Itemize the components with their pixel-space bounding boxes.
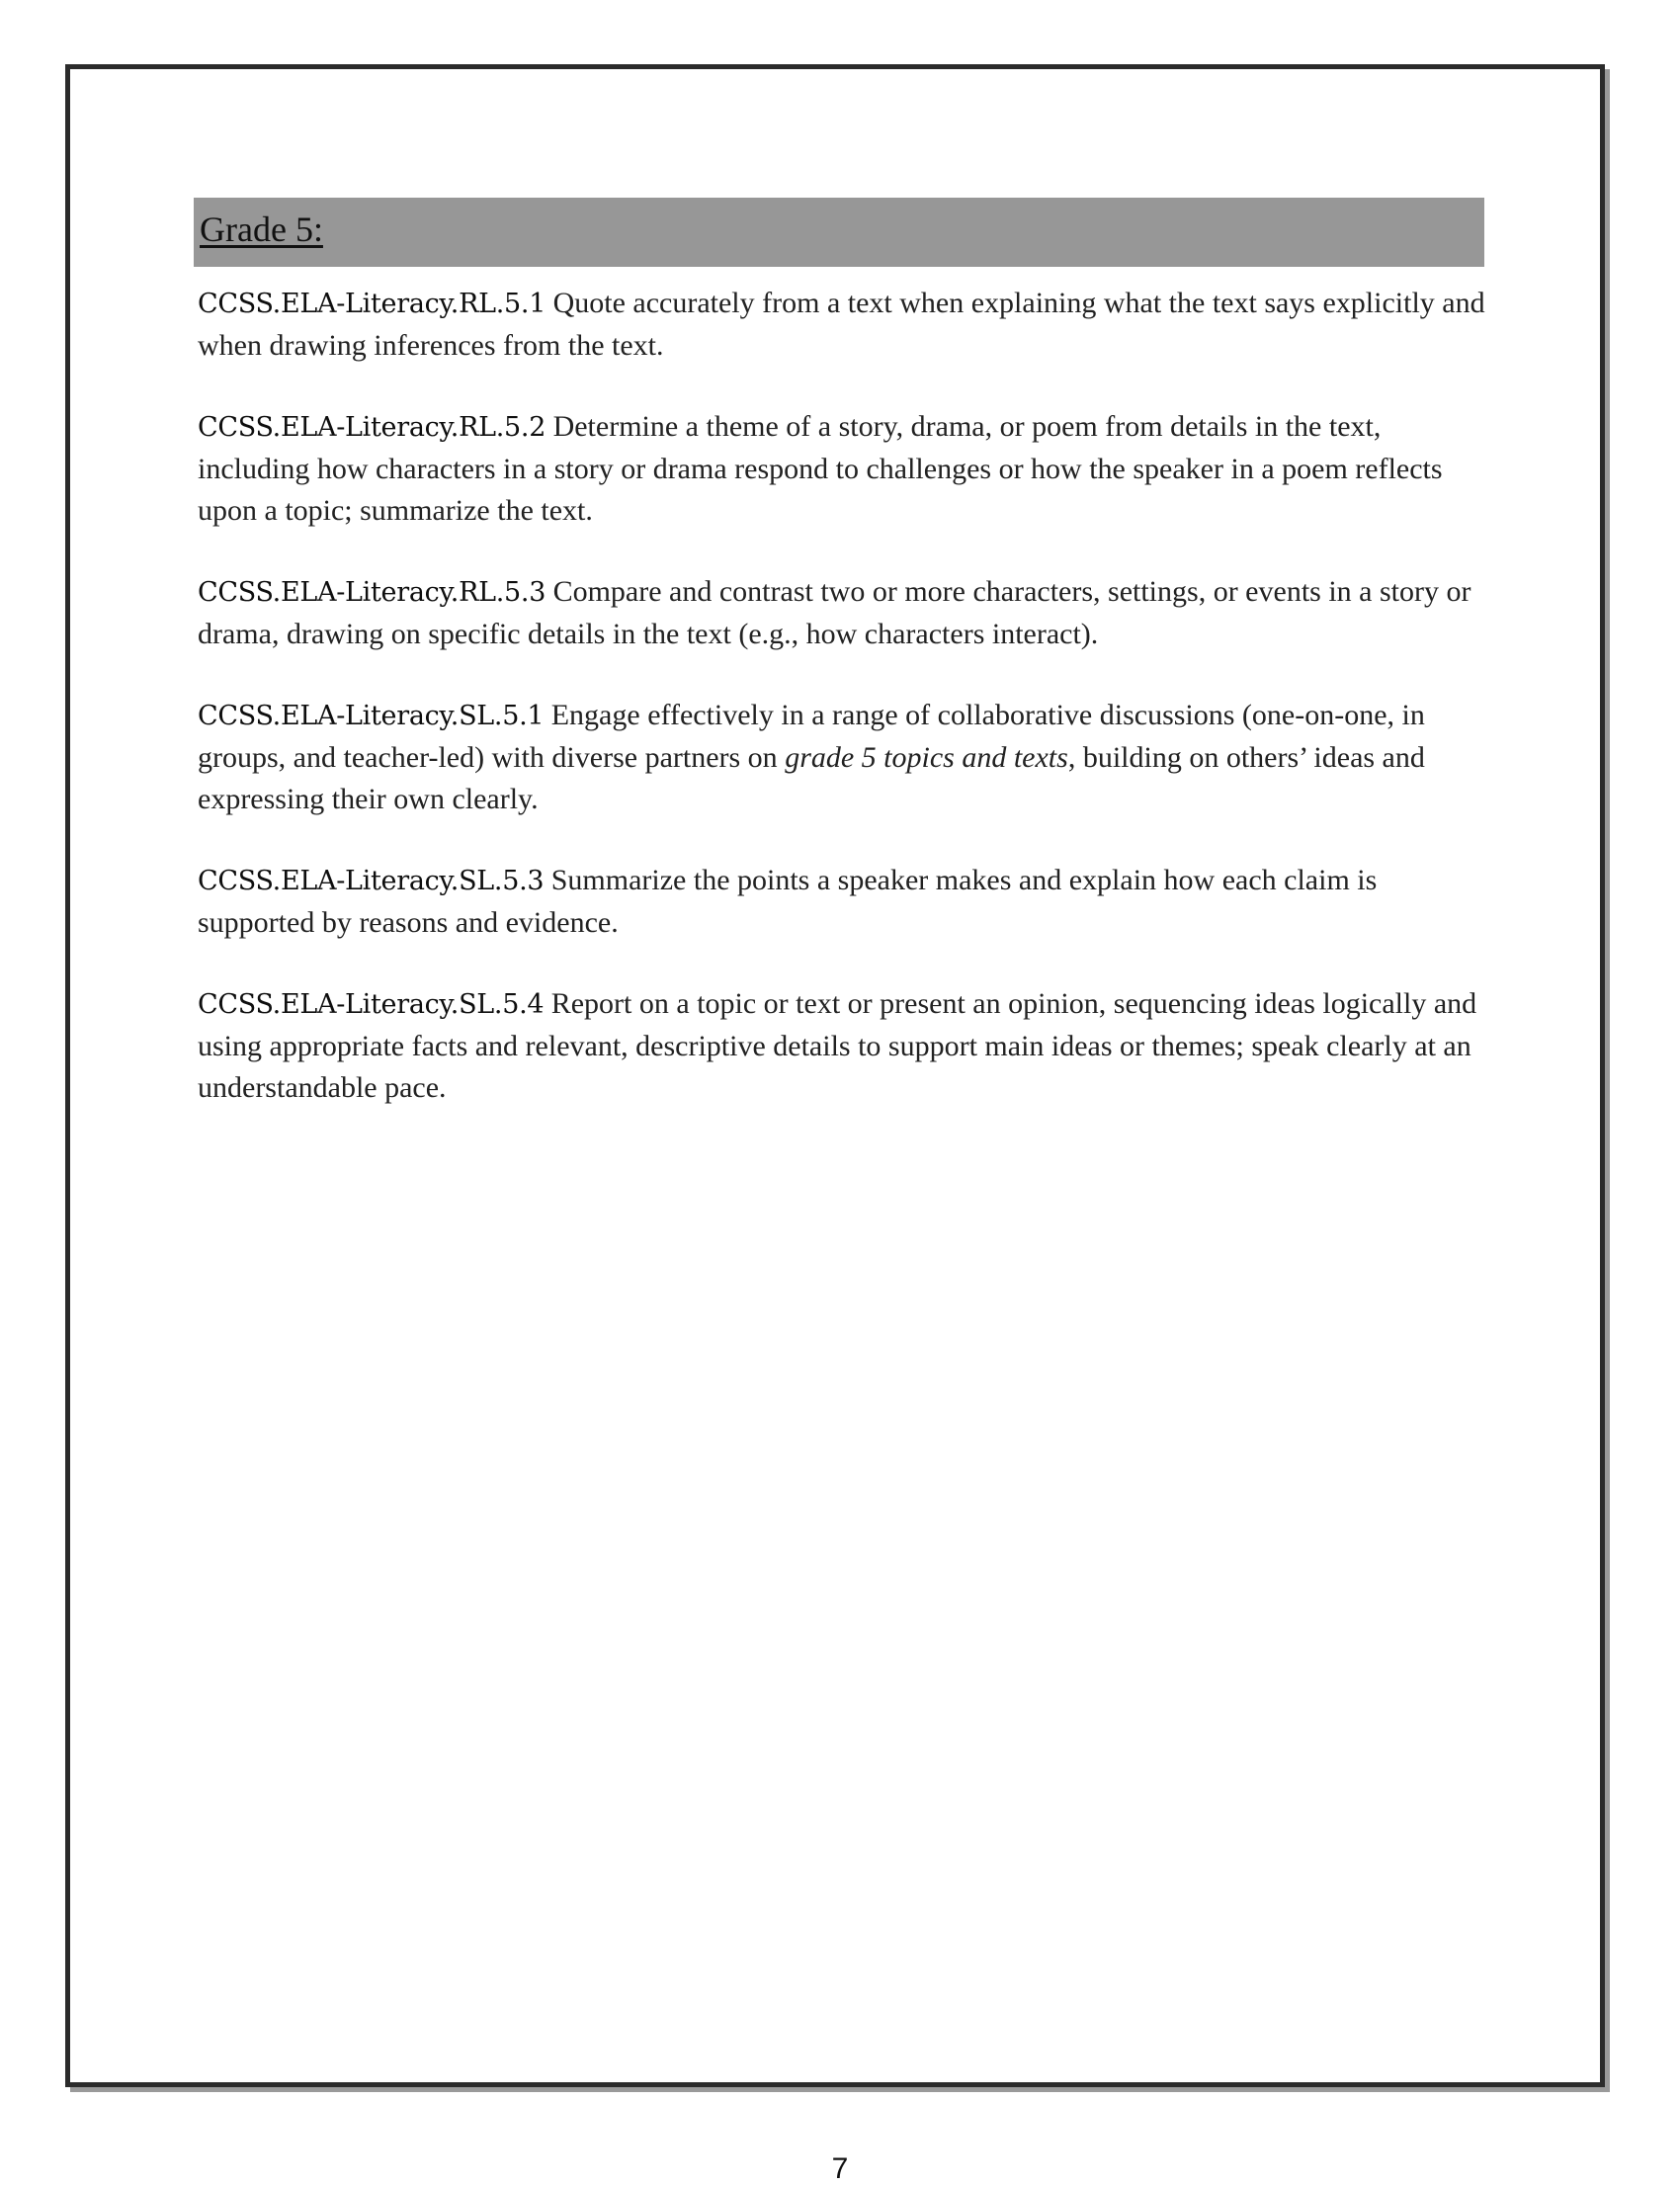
standard-text: Report on a topic or text or present an opinion, sequencing ideas logically and using appropriate facts and relevant, descriptive details to support main ideas or themes; speak clearly at an understandable pace. [198, 987, 1477, 1104]
standard-rl-5-3 [198, 571, 1492, 655]
standard-code: CCSS.ELA-Literacy.SL.5.3 [198, 866, 545, 896]
standard-code: CCSS.ELA-Literacy.RL.5.1 [198, 289, 546, 319]
standard-text: Quote accurately from a text when explaining what the text says explicitly and when drawing inferences from the text. [198, 287, 1485, 362]
standard-sl-5-4 [198, 983, 1492, 1109]
standard-code: CCSS.ELA-Literacy.RL.5.3 [198, 577, 546, 608]
standard-code: CCSS.ELA-Literacy.RL.5.2 [198, 412, 546, 443]
standard-sl-5-3 [198, 860, 1492, 944]
standard-code: CCSS.ELA-Literacy.SL.5.4 [198, 989, 545, 1020]
standard-code: CCSS.ELA-Literacy.SL.5.1 [198, 701, 545, 731]
standard-text-italic: grade 5 topics and texts [785, 741, 1068, 774]
standard-text: Compare and contrast two or more characters, settings, or events in a story or drama, drawing on specific details in the text (e.g., how characters interact). [198, 575, 1471, 650]
standard-sl-5-1 [198, 695, 1492, 820]
section-header [194, 198, 1484, 267]
standard-text: , building on others’ ideas and expressing their own clearly. [198, 741, 1425, 815]
section-title: Grade 5: [200, 210, 323, 249]
standard-text: Summarize the points a speaker makes and explain how each claim is supported by reasons and evidence. [198, 864, 1378, 939]
standard-text: Engage effectively in a range of collaborative discussions (one-on-one, in groups, and teacher-led) with diverse partners on [198, 699, 1425, 774]
standard-rl-5-2 [198, 406, 1492, 532]
standard-text: Determine a theme of a story, drama, or poem from details in the text, including how characters in a story or drama respond to challenges or how the speaker in a poem reflects upon a topic; summarize the text. [198, 410, 1443, 527]
page-number: 7 [831, 2152, 849, 2185]
standards-list [198, 283, 1492, 1148]
standard-rl-5-1 [198, 283, 1492, 367]
